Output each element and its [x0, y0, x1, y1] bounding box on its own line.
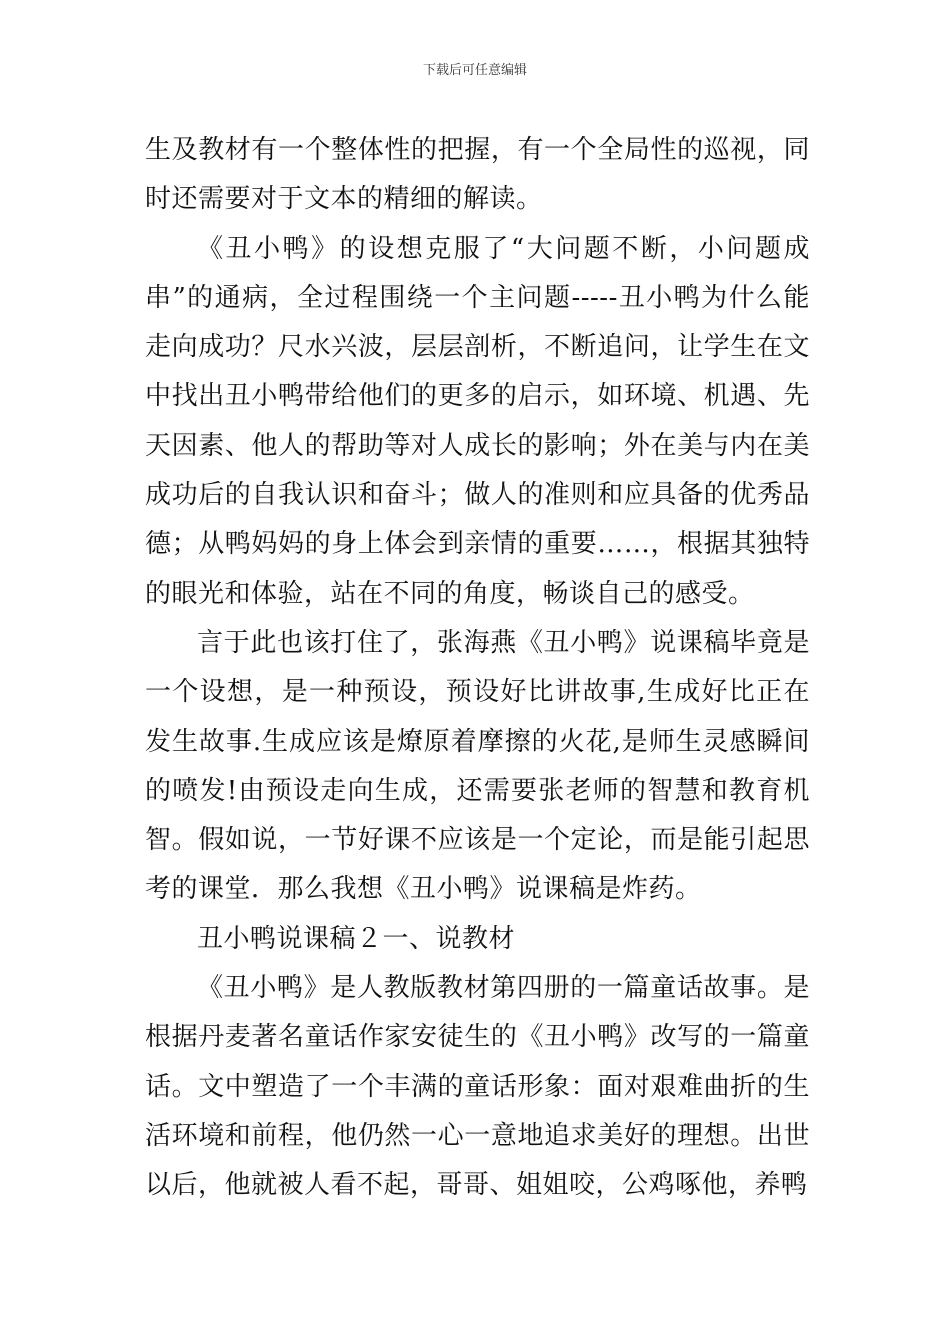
paragraph-conclusion: 言于此也该打住了，张海燕《丑小鸭》说课稿毕竟是一个设想，是一种预设，预设好比讲故事,生成好比正在发生故事.生成应该是燎原着摩擦的火花,是师生灵感瞬间的喷发!由预设走向生成，还需要张老师的智慧和教育机智。假如说，一节好课不应该是一个定论，而是能引起思考的课堂．那么我想《丑小鸭》说课稿是炸药。: [145, 627, 810, 905]
document-body: [145, 126, 810, 1211]
paragraph-design-analysis: 《丑小鸭》的设想克服了“大问题不断，小问题成串”的通病，全过程围绕一个主问题-----丑小鸭为什么能走向成功？尺水兴波，层层剖析，不断追问，让学生在文中找出丑小鸭带给他们的更多的启示，如环境、机遇、先天因素、他人的帮助等对人成长的影响；外在美与内在美成功后的自我认识和奋斗；做人的准则和应具备的优秀品德；从鸭妈妈的身上体会到亲情的重要……，根据其独特的眼光和体验，站在不同的角度，畅谈自己的感受。: [145, 233, 810, 609]
paragraph-continuation: 生及教材有一个整体性的把握，有一个全局性的巡视，同时还需要对于文本的精细的解读。: [145, 135, 810, 215]
page-header-note: 下载后可任意编辑: [422, 63, 527, 78]
paragraph-textbook-intro: 《丑小鸭》是人教版教材第四册的一篇童话故事。是根据丹麦著名童话作家安徒生的《丑小鸭》改写的一篇童话。文中塑造了一个丰满的童话形象：面对艰难曲折的生活环境和前程，他仍然一心一意地追求美好的理想。出世以后，他就被人看不起，哥哥、姐姐咬，公鸡啄他，养鸭: [145, 973, 810, 1201]
section-heading: 丑小鸭说课稿２一、说教材: [197, 923, 516, 954]
